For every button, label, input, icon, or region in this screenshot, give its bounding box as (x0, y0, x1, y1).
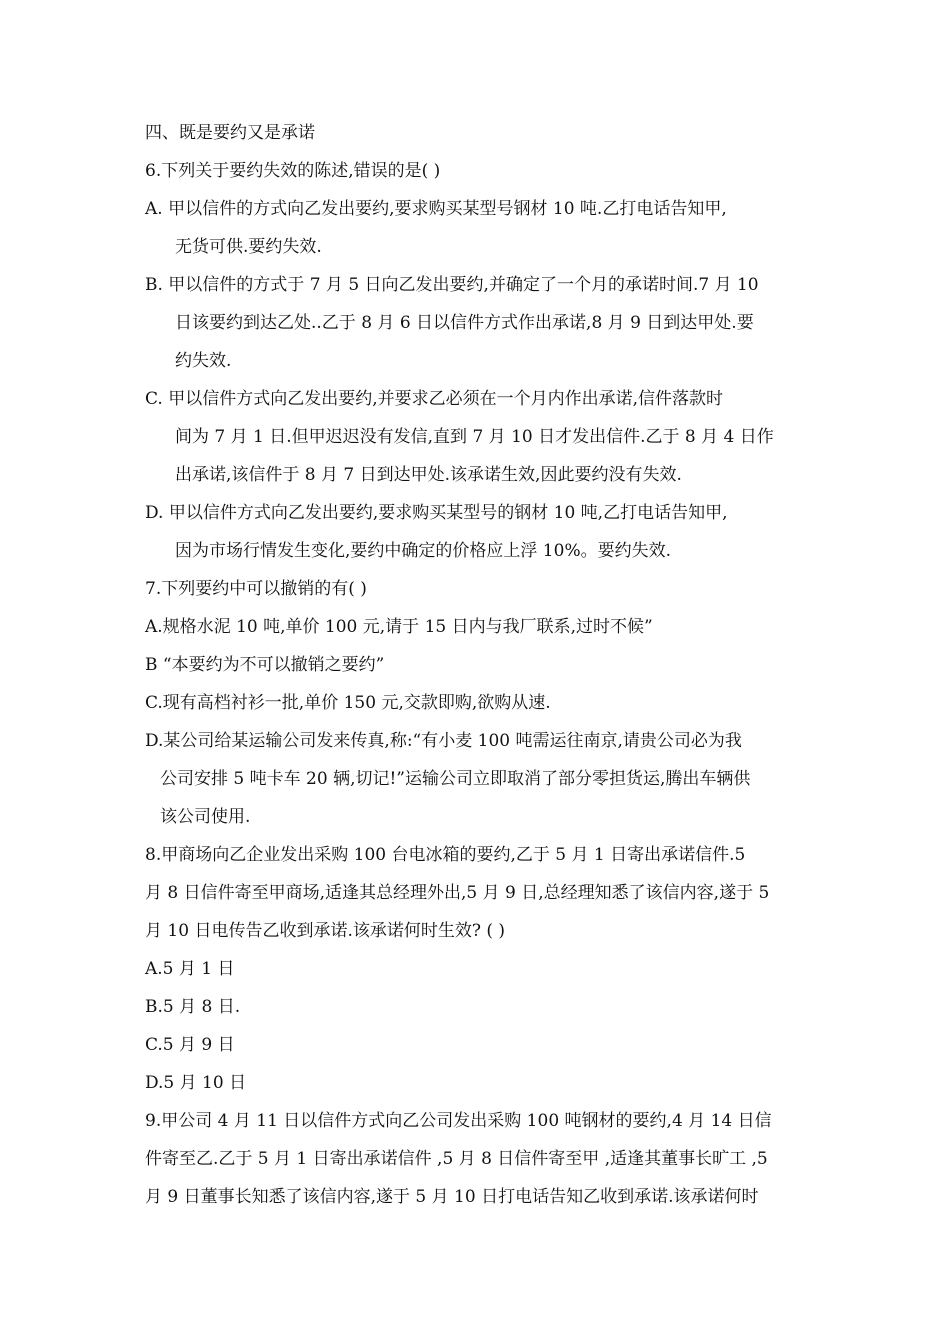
q8-option-a: A.5 月 1 日 (145, 959, 235, 979)
q6-option-b: B. 甲以信件的方式于 7 月 5 日向乙发出要约,并确定了一个月的承诺时间.7 月 10 (145, 275, 759, 295)
q7-option-a: A.规格水泥 10 吨,单价 100 元,请于 15 日内与我厂联系,过时不候” (145, 617, 653, 637)
q7-option-d-cont: 公司安排 5 吨卡车 20 辆,切记!”运输公司立即取消了部分零担货运,腾出车辆供 (160, 769, 751, 789)
q6-option-c: C. 甲以信件方式向乙发出要约,并要求乙必须在一个月内作出承诺,信件落款时 (145, 389, 724, 409)
q6-option-c-cont2: 出承诺,该信件于 8 月 7 日到达甲处.该承诺生效,因此要约没有失效. (175, 465, 682, 485)
q6-option-c-cont: 间为 7 月 1 日.但甲迟迟没有发信,直到 7 月 10 日才发出信件.乙于 8 月 4 日作 (175, 427, 774, 447)
q8-option-d: D.5 月 10 日 (145, 1073, 247, 1093)
question-6: 6.下列关于要约失效的陈述,错误的是( ) (145, 161, 441, 181)
q7-option-d-cont2: 该公司使用. (160, 807, 251, 827)
q7-option-c: C.现有高档衬衫一批,单价 150 元,交款即购,欲购从速. (145, 693, 551, 713)
q8-option-c: C.5 月 9 日 (145, 1035, 235, 1055)
q6-option-b-cont2: 约失效. (175, 351, 232, 371)
q7-option-d: D.某公司给某运输公司发来传真,称:“有小麦 100 吨需运往南京,请贵公司必为我 (145, 731, 742, 751)
question-9-cont: 件寄至乙.乙于 5 月 1 日寄出承诺信件 ,5 月 8 日信件寄至甲 ,适逢其董事长旷工 ,5 (145, 1149, 768, 1169)
section-heading: 四、既是要约又是承诺 (145, 123, 315, 143)
q7-option-b: B “本要约为不可以撤销之要约” (145, 655, 385, 675)
q6-option-d-cont: 因为市场行情发生变化,要约中确定的价格应上浮 10%。要约失效. (175, 541, 671, 561)
question-8: 8.甲商场向乙企业发出采购 100 台电冰箱的要约,乙于 5 月 1 日寄出承诺信件.5 (145, 845, 746, 865)
q6-option-d: D. 甲以信件方式向乙发出要约,要求购买某型号的钢材 10 吨,乙打电话告知甲, (145, 503, 728, 523)
q8-option-b: B.5 月 8 日. (145, 997, 241, 1017)
question-9: 9.甲公司 4 月 11 日以信件方式向乙公司发出采购 100 吨钢材的要约,4 月 14 日信 (145, 1111, 772, 1131)
q6-option-a: A. 甲以信件的方式向乙发出要约,要求购买某型号钢材 10 吨.乙打电话告知甲, (145, 199, 727, 219)
q6-option-a-cont: 无货可供.要约失效. (175, 237, 322, 257)
question-8-cont: 月 8 日信件寄至甲商场,适逢其总经理外出,5 月 9 日,总经理知悉了该信内容,遂于 5 (145, 883, 770, 903)
q6-option-b-cont: 日该要约到达乙处..乙于 8 月 6 日以信件方式作出承诺,8 月 9 日到达甲处.要 (175, 313, 754, 333)
question-8-cont2: 月 10 日电传告乙收到承诺.该承诺何时生效? ( ) (145, 921, 506, 941)
question-9-cont2: 月 9 日董事长知悉了该信内容,遂于 5 月 10 日打电话告知乙收到承诺.该承诺何时 (145, 1187, 759, 1207)
question-7: 7.下列要约中可以撤销的有( ) (145, 579, 367, 599)
